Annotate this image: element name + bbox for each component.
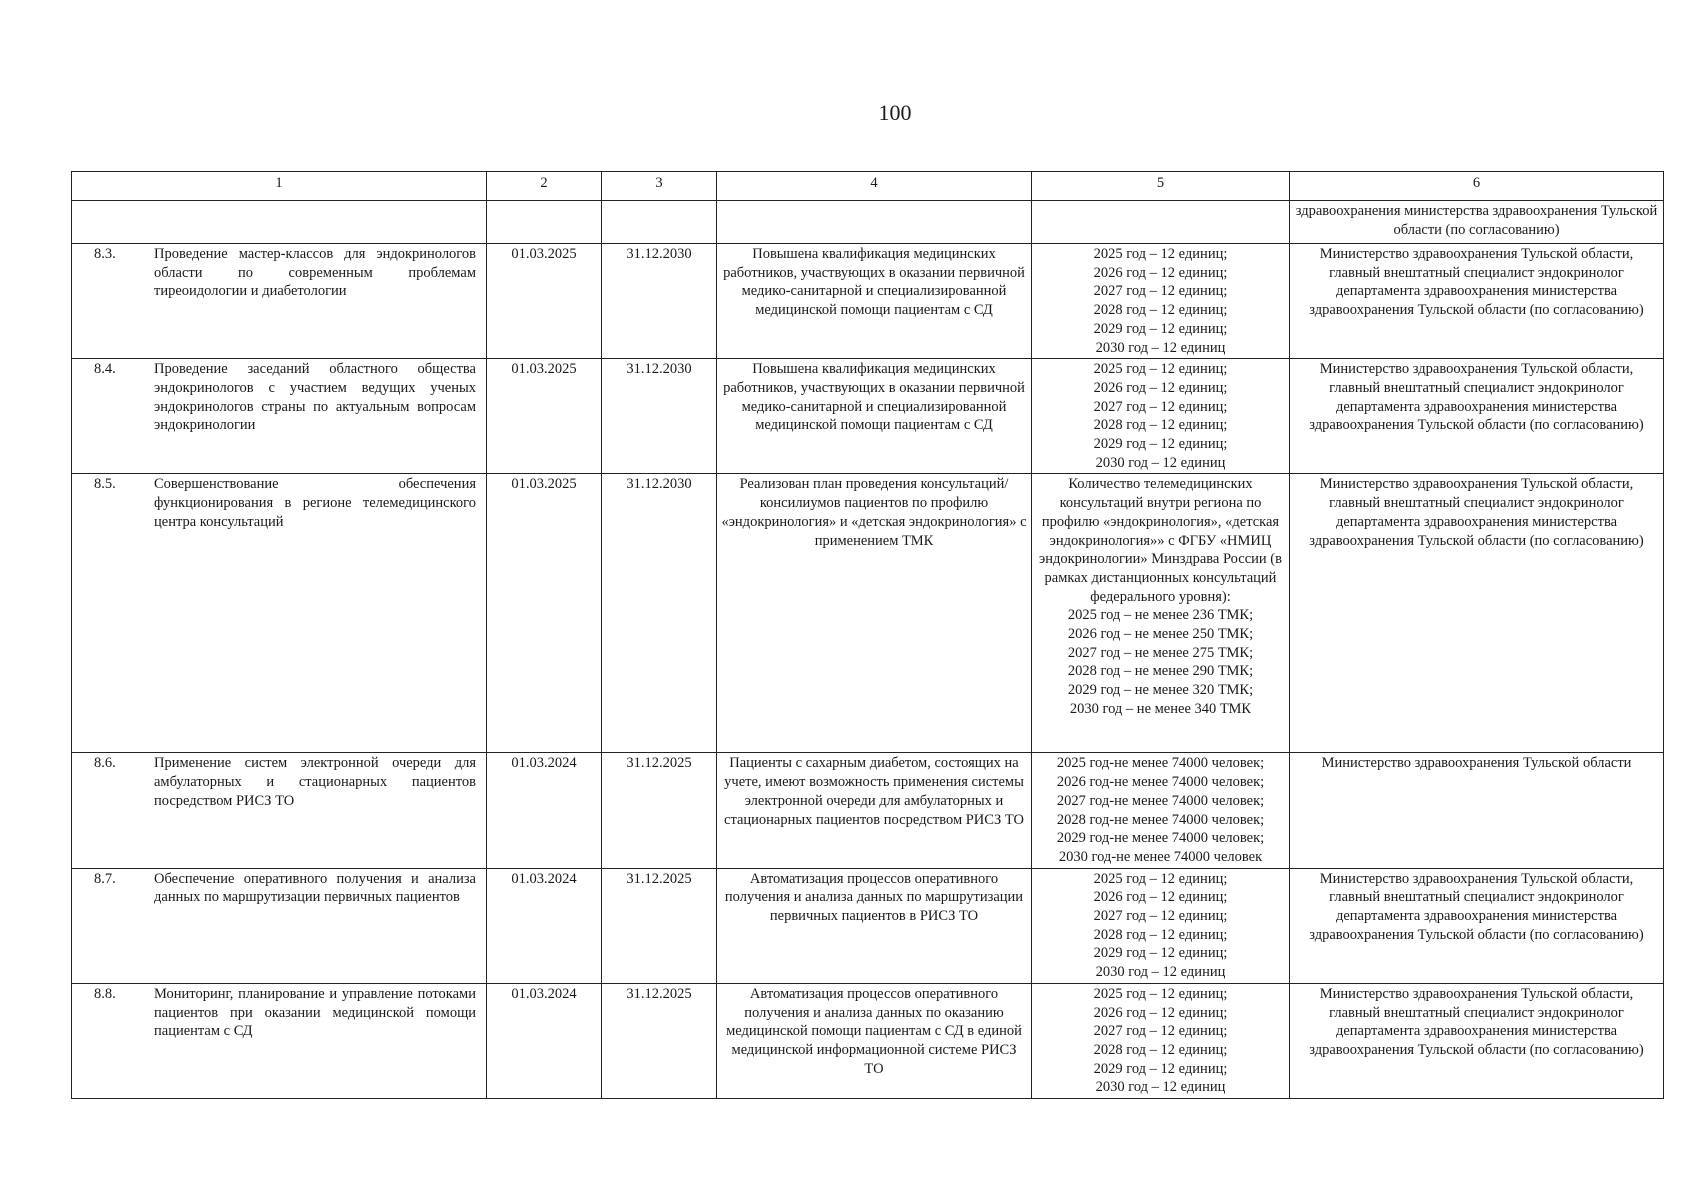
indicator-line: 2026 год – 12 единиц; xyxy=(1093,379,1228,396)
indicator-line: 2028 год – 12 единиц; xyxy=(1093,302,1228,319)
table-row xyxy=(72,753,1664,868)
end-date: 31.12.2030 xyxy=(602,244,717,359)
indicator-line: 2029 год – не менее 320 ТМК; xyxy=(1067,682,1254,699)
indicator-line: 2027 год – 12 единиц; xyxy=(1093,283,1228,300)
start-date: 01.03.2025 xyxy=(487,359,602,474)
indicator-line: 2025 год – 12 единиц; xyxy=(1093,985,1228,1002)
indicator-line: 2029 год – 12 единиц; xyxy=(1093,945,1228,962)
end-date: 31.12.2025 xyxy=(602,753,717,868)
result-cell: Пациенты с сахарным диабетом, состоящих на учете, имеют возможность применения системы электронной очереди для амбулаторных и стационарных пациентов посредством РИСЗ ТО xyxy=(717,753,1032,868)
table-row xyxy=(72,868,1664,983)
indicator-line: 2026 год – 12 единиц; xyxy=(1093,1004,1228,1021)
indicator-cell xyxy=(1032,753,1290,868)
measure-cell xyxy=(72,359,487,474)
measure-name: Проведение мастер-классов для эндокринологов области по современным проблемам тиреоидологии и диабетологии xyxy=(154,246,476,300)
indicator-cell xyxy=(1032,244,1290,359)
measure-name: Проведение заседаний областного общества эндокринологов с участием ведущих ученых эндокринологов страны по актуальным вопросам эндокринологии xyxy=(154,361,476,434)
indicator-line: 2027 год – 12 единиц; xyxy=(1093,908,1228,925)
header-cell: 5 xyxy=(1032,172,1290,201)
indicator-line: 2025 год – 12 единиц; xyxy=(1093,361,1228,378)
indicator-line: 2029 год – 12 единиц; xyxy=(1093,436,1228,453)
result-cell: Реализован план проведения консультаций/консилиумов пациентов по профилю «эндокринология» и «детская эндокринология» с применением ТМК xyxy=(717,474,1032,753)
measure-cell xyxy=(72,753,487,868)
measure-number: 8.7. xyxy=(94,870,116,887)
header-row xyxy=(72,172,1664,201)
header-cell: 3 xyxy=(602,172,717,201)
indicator-line: 2028 год – 12 единиц; xyxy=(1093,1041,1228,1058)
indicator-line: 2030 год-не менее 74000 человек xyxy=(1058,848,1263,865)
responsible-cell: Министерство здравоохранения Тульской области xyxy=(1290,753,1664,868)
start-date: 01.03.2024 xyxy=(487,753,602,868)
indicator-line: 2027 год – 12 единиц; xyxy=(1093,1023,1228,1040)
indicator-line: 2030 год – 12 единиц xyxy=(1095,339,1226,356)
indicator-line: 2027 год – не менее 275 ТМК; xyxy=(1067,644,1254,661)
indicator-cell xyxy=(1032,474,1290,753)
indicator-line: 2030 год – 12 единиц xyxy=(1095,454,1226,471)
header-cell: 2 xyxy=(487,172,602,201)
indicator-line: 2028 год – 12 единиц; xyxy=(1093,926,1228,943)
measure-cell xyxy=(72,474,487,753)
indicator-line: 2029 год-не менее 74000 человек; xyxy=(1056,830,1265,847)
measures-table xyxy=(71,171,1664,1099)
responsible-cell: Министерство здравоохранения Тульской области, главный внештатный специалист эндокринолог департамента здравоохранения министерства здравоохранения Тульской области (по согласованию) xyxy=(1290,983,1664,1098)
indicator-line: Количество телемедицинских консультаций внутри региона по профилю «эндокринология», «детская эндокринология»» с ФГБУ «НМИЦ эндокринологии» Минздрава России (в рамках дистанционных консультаций федерального уровня): xyxy=(1039,476,1282,605)
responsible-cell: Министерство здравоохранения Тульской области, главный внештатный специалист эндокринолог департамента здравоохранения министерства здравоохранения Тульской области (по согласованию) xyxy=(1290,474,1664,753)
indicator-cell xyxy=(1032,359,1290,474)
measure-name: Мониторинг, планирование и управление потоками пациентов при оказании медицинской помощи пациентам с СД xyxy=(154,985,476,1040)
indicator-line: 2025 год – 12 единиц; xyxy=(1093,246,1228,262)
empty-cell xyxy=(717,201,1032,244)
responsible-cell: Министерство здравоохранения Тульской области, главный внештатный специалист эндокринолог департамента здравоохранения министерства здравоохранения Тульской области (по согласованию) xyxy=(1290,244,1664,359)
result-cell: Повышена квалификация медицинских работников, участвующих в оказании первичной медико-санитарной и специализированной медицинской помощи пациентам с СД xyxy=(717,359,1032,474)
header-cell: 6 xyxy=(1290,172,1664,201)
responsible-cell: Министерство здравоохранения Тульской области, главный внештатный специалист эндокринолог департамента здравоохранения министерства здравоохранения Тульской области (по согласованию) xyxy=(1290,868,1664,983)
indicator-line: 2028 год – не менее 290 ТМК; xyxy=(1067,663,1254,680)
table-row xyxy=(72,244,1664,359)
measure-name: Применение систем электронной очереди для амбулаторных и стационарных пациентов посредством РИСЗ ТО xyxy=(154,755,476,809)
indicator-line: 2030 год – не менее 340 ТМК xyxy=(1069,700,1252,717)
indicator-cell xyxy=(1032,983,1290,1098)
indicator-line: 2026 год – 12 единиц; xyxy=(1093,264,1228,281)
indicator-line: 2029 год – 12 единиц; xyxy=(1093,1060,1228,1077)
start-date: 01.03.2024 xyxy=(487,983,602,1098)
continuation-row xyxy=(72,201,1664,244)
measure-name: Обеспечение оперативного получения и анализа данных по маршрутизации первичных пациентов xyxy=(154,870,476,906)
result-cell: Автоматизация процессов оперативного получения и анализа данных по оказанию медицинской помощи пациентам с СД в единой медицинской информационной системе РИСЗ ТО xyxy=(717,983,1032,1098)
end-date: 31.12.2030 xyxy=(602,359,717,474)
indicator-line: 2030 год – 12 единиц xyxy=(1095,1079,1226,1096)
indicator-line: 2026 год-не менее 74000 человек; xyxy=(1056,774,1265,791)
end-date: 31.12.2030 xyxy=(602,474,717,753)
measure-number: 8.6. xyxy=(94,755,116,772)
measure-cell xyxy=(72,868,487,983)
indicator-line: 2028 год-не менее 74000 человек; xyxy=(1056,811,1265,828)
table-row xyxy=(72,983,1664,1098)
measure-name: Совершенствование обеспечения функционирования в регионе телемедицинского центра консультаций xyxy=(154,476,476,530)
page-number: 100 xyxy=(878,100,912,125)
result-cell: Повышена квалификация медицинских работников, участвующих в оказании первичной медико-санитарной и специализированной медицинской помощи пациентам с СД xyxy=(717,244,1032,359)
start-date: 01.03.2025 xyxy=(487,474,602,753)
responsible-cell: здравоохранения министерства здравоохранения Тульской области (по согласованию) xyxy=(1290,201,1664,244)
result-cell: Автоматизация процессов оперативного получения и анализа данных по маршрутизации первичных пациентов в РИСЗ ТО xyxy=(717,868,1032,983)
measure-number: 8.5. xyxy=(94,476,116,493)
indicator-line: 2026 год – не менее 250 ТМК; xyxy=(1067,626,1254,643)
header-cell: 4 xyxy=(717,172,1032,201)
indicator-line: 2026 год – 12 единиц; xyxy=(1093,889,1228,906)
empty-cell xyxy=(1032,201,1290,244)
indicator-line: 2025 год – не менее 236 ТМК; xyxy=(1067,607,1254,624)
indicator-line: 2027 год-не менее 74000 человек; xyxy=(1056,792,1265,809)
table-row xyxy=(72,359,1664,474)
measure-number: 8.4. xyxy=(94,361,116,378)
empty-cell xyxy=(487,201,602,244)
empty-cell xyxy=(602,201,717,244)
measure-cell xyxy=(72,983,487,1098)
measure-cell xyxy=(72,244,487,359)
responsible-cell: Министерство здравоохранения Тульской области, главный внештатный специалист эндокринолог департамента здравоохранения министерства здравоохранения Тульской области (по согласованию) xyxy=(1290,359,1664,474)
indicator-line: 2030 год – 12 единиц xyxy=(1095,964,1226,981)
measure-number: 8.8. xyxy=(94,985,116,1002)
table-row xyxy=(72,474,1664,753)
indicator-line: 2029 год – 12 единиц; xyxy=(1093,320,1228,337)
indicator-line: 2028 год – 12 единиц; xyxy=(1093,417,1228,434)
indicator-line: 2027 год – 12 единиц; xyxy=(1093,398,1228,415)
measure-number: 8.3. xyxy=(94,246,116,262)
end-date: 31.12.2025 xyxy=(602,868,717,983)
start-date: 01.03.2025 xyxy=(487,244,602,359)
indicator-line: 2025 год-не менее 74000 человек; xyxy=(1056,755,1265,772)
start-date: 01.03.2024 xyxy=(487,868,602,983)
header-cell: 1 xyxy=(72,172,487,201)
indicator-line: 2025 год – 12 единиц; xyxy=(1093,870,1228,887)
empty-cell xyxy=(72,201,487,244)
end-date: 31.12.2025 xyxy=(602,983,717,1098)
indicator-cell xyxy=(1032,868,1290,983)
